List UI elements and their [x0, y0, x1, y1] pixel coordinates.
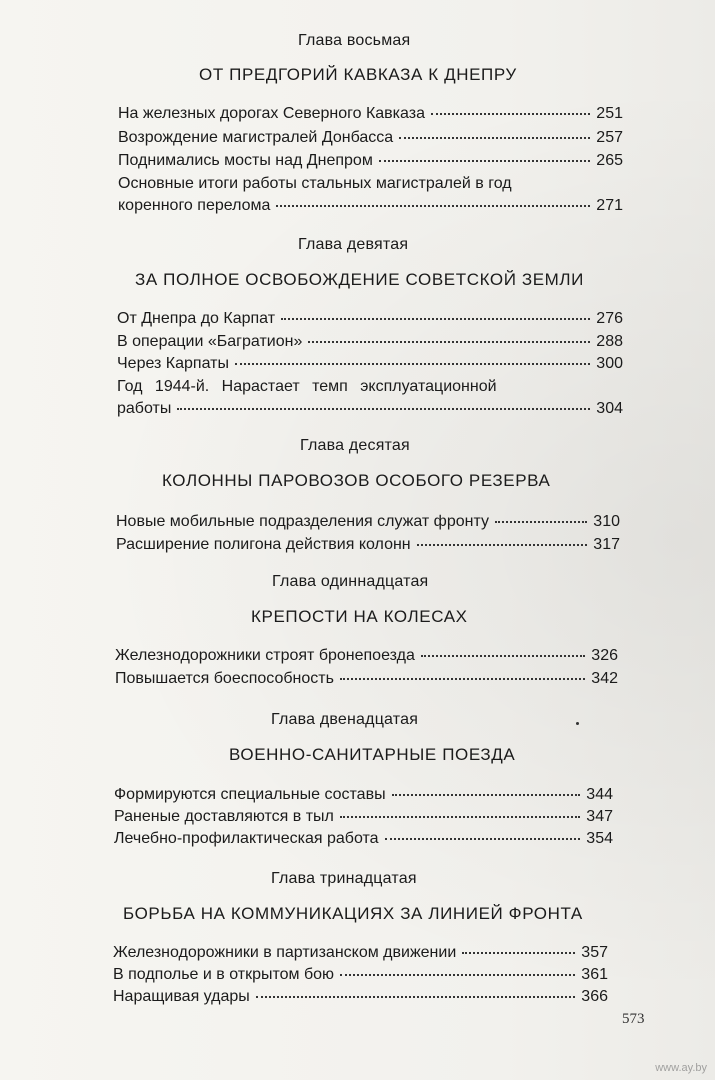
- entry-page: 361: [581, 966, 608, 983]
- entry-title: Расширение полигона действия колонн: [116, 536, 411, 553]
- dot-leader: [392, 794, 581, 796]
- entry-title: Лечебно-профилактическая работа: [114, 830, 379, 847]
- dot-leader: [495, 521, 587, 523]
- toc-entry: [114, 828, 613, 850]
- entry-page: 276: [596, 310, 623, 327]
- dot-leader: [340, 974, 575, 976]
- entry-title: Наращивая удары: [113, 988, 250, 1005]
- chapter-title: ВОЕННО-САНИТАРНЫЕ ПОЕЗДА: [229, 745, 516, 764]
- chapter-label: Глава восьмая: [298, 32, 411, 49]
- entry-page: 304: [596, 400, 623, 417]
- entry-page: 344: [586, 786, 613, 803]
- dot-leader: [235, 363, 590, 365]
- toc-entry: [118, 103, 623, 125]
- toc-entry: [116, 511, 620, 533]
- chapter-title: БОРЬБА НА КОММУНИКАЦИЯХ ЗА ЛИНИЕЙ ФРОНТА: [123, 904, 583, 923]
- print-speck: [576, 722, 579, 725]
- toc-entry: [114, 806, 613, 828]
- entry-title: Формируются специальные составы: [114, 786, 386, 803]
- entry-title: Новые мобильные подразделения служат фронту: [116, 513, 489, 530]
- entry-title: Железнодорожники в партизанском движении: [113, 944, 457, 961]
- toc-entry-line1: [118, 173, 623, 195]
- dot-leader: [421, 655, 585, 657]
- toc-entry: [116, 534, 620, 556]
- toc-entry-line1: [117, 376, 623, 398]
- entry-page: 310: [593, 513, 620, 530]
- chapter-label: Глава тринадцатая: [271, 870, 417, 887]
- dot-leader: [276, 205, 590, 207]
- toc-entry: [113, 964, 608, 986]
- toc-entry: [113, 986, 608, 1008]
- toc-entry: [118, 127, 623, 149]
- entry-title: Возрождение магистралей Донбасса: [118, 129, 394, 146]
- entry-page: 326: [591, 647, 618, 664]
- entry-page: 347: [586, 808, 613, 825]
- entry-page: 342: [591, 670, 618, 687]
- page-number: 573: [622, 1011, 645, 1027]
- entry-title-line1: Основные итоги работы стальных магистралей в год: [118, 175, 512, 192]
- entry-title-line2: коренного перелома: [118, 197, 271, 214]
- chapter-title: КРЕПОСТИ НА КОЛЕСАХ: [251, 607, 468, 626]
- toc-entry: [118, 150, 623, 172]
- toc-entry: [117, 353, 623, 375]
- dot-leader: [340, 816, 580, 818]
- entry-page: 271: [596, 197, 623, 214]
- dot-leader: [417, 544, 588, 546]
- dot-leader: [385, 838, 581, 840]
- dot-leader: [379, 160, 590, 162]
- toc-entry: [114, 784, 613, 806]
- entry-title: От Днепра до Карпат: [117, 310, 276, 327]
- toc-entry: [117, 331, 623, 353]
- entry-title: В операции «Багратион»: [117, 333, 303, 350]
- entry-page: 357: [581, 944, 608, 961]
- toc-entry: [115, 668, 618, 690]
- chapter-title: ЗА ПОЛНОЕ ОСВОБОЖДЕНИЕ СОВЕТСКОЙ ЗЕМЛИ: [135, 270, 585, 289]
- entry-page: 265: [596, 152, 623, 169]
- entry-title: Через Карпаты: [117, 355, 229, 372]
- entry-title: В подполье и в открытом бою: [113, 966, 335, 983]
- entry-page: 257: [596, 129, 623, 146]
- dot-leader: [281, 318, 590, 320]
- entry-title: Раненые доставляются в тыл: [114, 808, 334, 825]
- entry-page: 300: [596, 355, 623, 372]
- toc-entry: [118, 195, 623, 217]
- chapter-label: Глава десятая: [300, 437, 410, 454]
- toc-entry: [113, 942, 608, 964]
- entry-title-line1: Год 1944-й. Нарастает темп эксплуатационной: [117, 378, 497, 395]
- chapter-label: Глава двенадцатая: [271, 711, 419, 728]
- dot-leader: [340, 678, 585, 680]
- entry-page: 251: [596, 105, 623, 122]
- toc-entry: [117, 398, 623, 420]
- chapter-label: Глава девятая: [298, 236, 409, 253]
- toc-entry: [117, 308, 623, 330]
- chapter-title: КОЛОННЫ ПАРОВОЗОВ ОСОБОГО РЕЗЕРВА: [162, 471, 551, 490]
- watermark: www.ay.by: [655, 1062, 707, 1074]
- entry-title: На железных дорогах Северного Кавказа: [118, 105, 425, 122]
- entry-title-line2: работы: [117, 400, 172, 417]
- chapter-label: Глава одиннадцатая: [272, 573, 429, 590]
- entry-title: Повышается боеспособность: [115, 670, 334, 687]
- entry-page: 354: [586, 830, 613, 847]
- entry-title: Поднимались мосты над Днепром: [118, 152, 373, 169]
- dot-leader: [177, 408, 590, 410]
- entry-title: Железнодорожники строят бронепоезда: [115, 647, 415, 664]
- dot-leader: [431, 113, 590, 115]
- entry-page: 366: [581, 988, 608, 1005]
- entry-page: 288: [596, 333, 623, 350]
- chapter-title: ОТ ПРЕДГОРИЙ КАВКАЗА К ДНЕПРУ: [199, 65, 517, 84]
- dot-leader: [462, 952, 575, 954]
- dot-leader: [399, 137, 590, 139]
- entry-page: 317: [593, 536, 620, 553]
- dot-leader: [308, 341, 590, 343]
- dot-leader: [256, 996, 576, 998]
- toc-entry: [115, 645, 618, 667]
